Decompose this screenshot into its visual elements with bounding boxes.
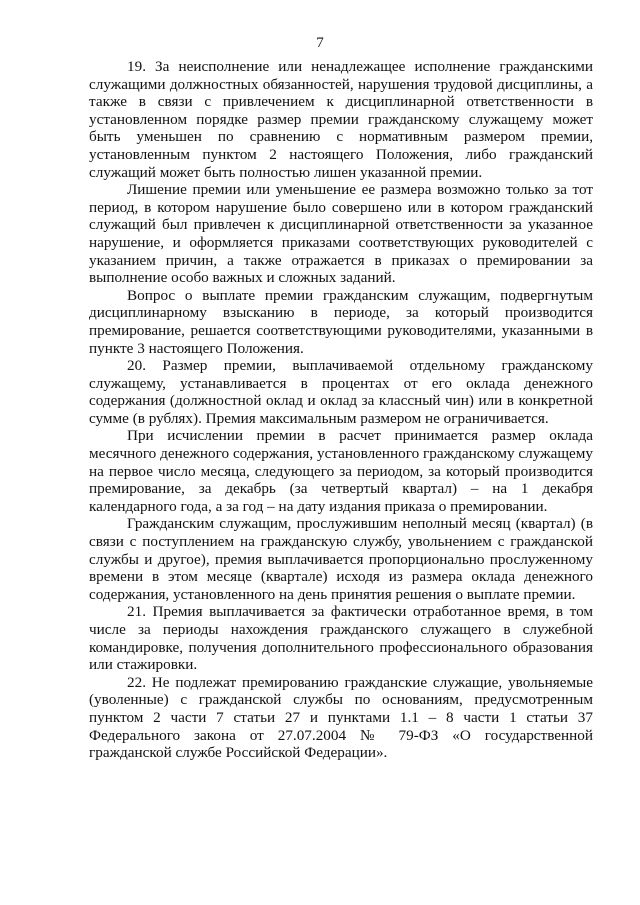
paragraph-20: 20. Размер премии, выплачиваемой отдельному гражданскому служащему, устанавливается в процентах от его оклада денежного содержания (должностной оклад и оклад за классный чин) или в конкретной сумме (в рублях). Премия максимальным размером не ограничивается. — [89, 357, 593, 427]
paragraph-deprivation-period: Лишение премии или уменьшение ее размера возможно только за тот период, в котором нарушение было совершено или в котором гражданский служащий был привлечен к дисциплинарной ответственности за указанное нарушение, и оформляется приказами соответствующих руководителей с указанием причин, а также отражается в приказах о премировании за выполнение особо важных и сложных заданий. — [89, 181, 593, 287]
paragraph-partial-month: Гражданским служащим, прослужившим неполный месяц (квартал) (в связи с поступлением на гражданскую службу, увольнением с гражданской службы и другое), премия выплачивается пропорционально прослуженному времени в этом месяце (квартале) исходя из размера оклада денежного содержания, установленного на день принятия решения о выплате премии. — [89, 515, 593, 603]
page-number: 7 — [316, 35, 324, 51]
paragraph-calculation: При исчислении премии в расчет принимается размер оклада месячного денежного содержания, установленного гражданскому служащему на первое число месяца, следующего за периодом, за который производится премирование, за декабрь (за четвертый квартал) – на 1 декабря календарного года, а за год – на дату издания приказа о премировании. — [89, 427, 593, 515]
paragraph-19: 19. За неисполнение или ненадлежащее исполнение гражданскими служащими должностных обязанностей, нарушения трудовой дисциплины, а также в связи с привлечением к дисциплинарной ответственности в установленном порядке размер премии гражданскому служащему может быть уменьшен по сравнению с нормативным размером премии, установленным пунктом 2 настоящего Положения, либо гражданский служащий может быть полностью лишен указанной премии. — [89, 58, 593, 181]
paragraph-disciplined-bonus: Вопрос о выплате премии гражданским служащим, подвергнутым дисциплинарному взысканию в периоде, за который производится премирование, решается соответствующими руководителями, указанными в пункте 3 настоящего Положения. — [89, 286, 593, 357]
document-body — [89, 58, 593, 762]
paragraph-22: 22. Не подлежат премированию гражданские служащие, увольняемые (уволенные) с гражданской службы по основаниям, предусмотренным пунктом 2 части 7 статьи 27 и пунктами 1.1 – 8 части 1 статьи 37 Федерального закона от 27.07.2004 № 79-ФЗ «О государственной гражданской службе Российской Федерации». — [89, 673, 593, 762]
paragraph-21: 21. Премия выплачивается за фактически отработанное время, в том числе за периоды нахождения гражданского служащего в служебной командировке, получения дополнительного профессионального образования или стажировки. — [89, 603, 593, 674]
